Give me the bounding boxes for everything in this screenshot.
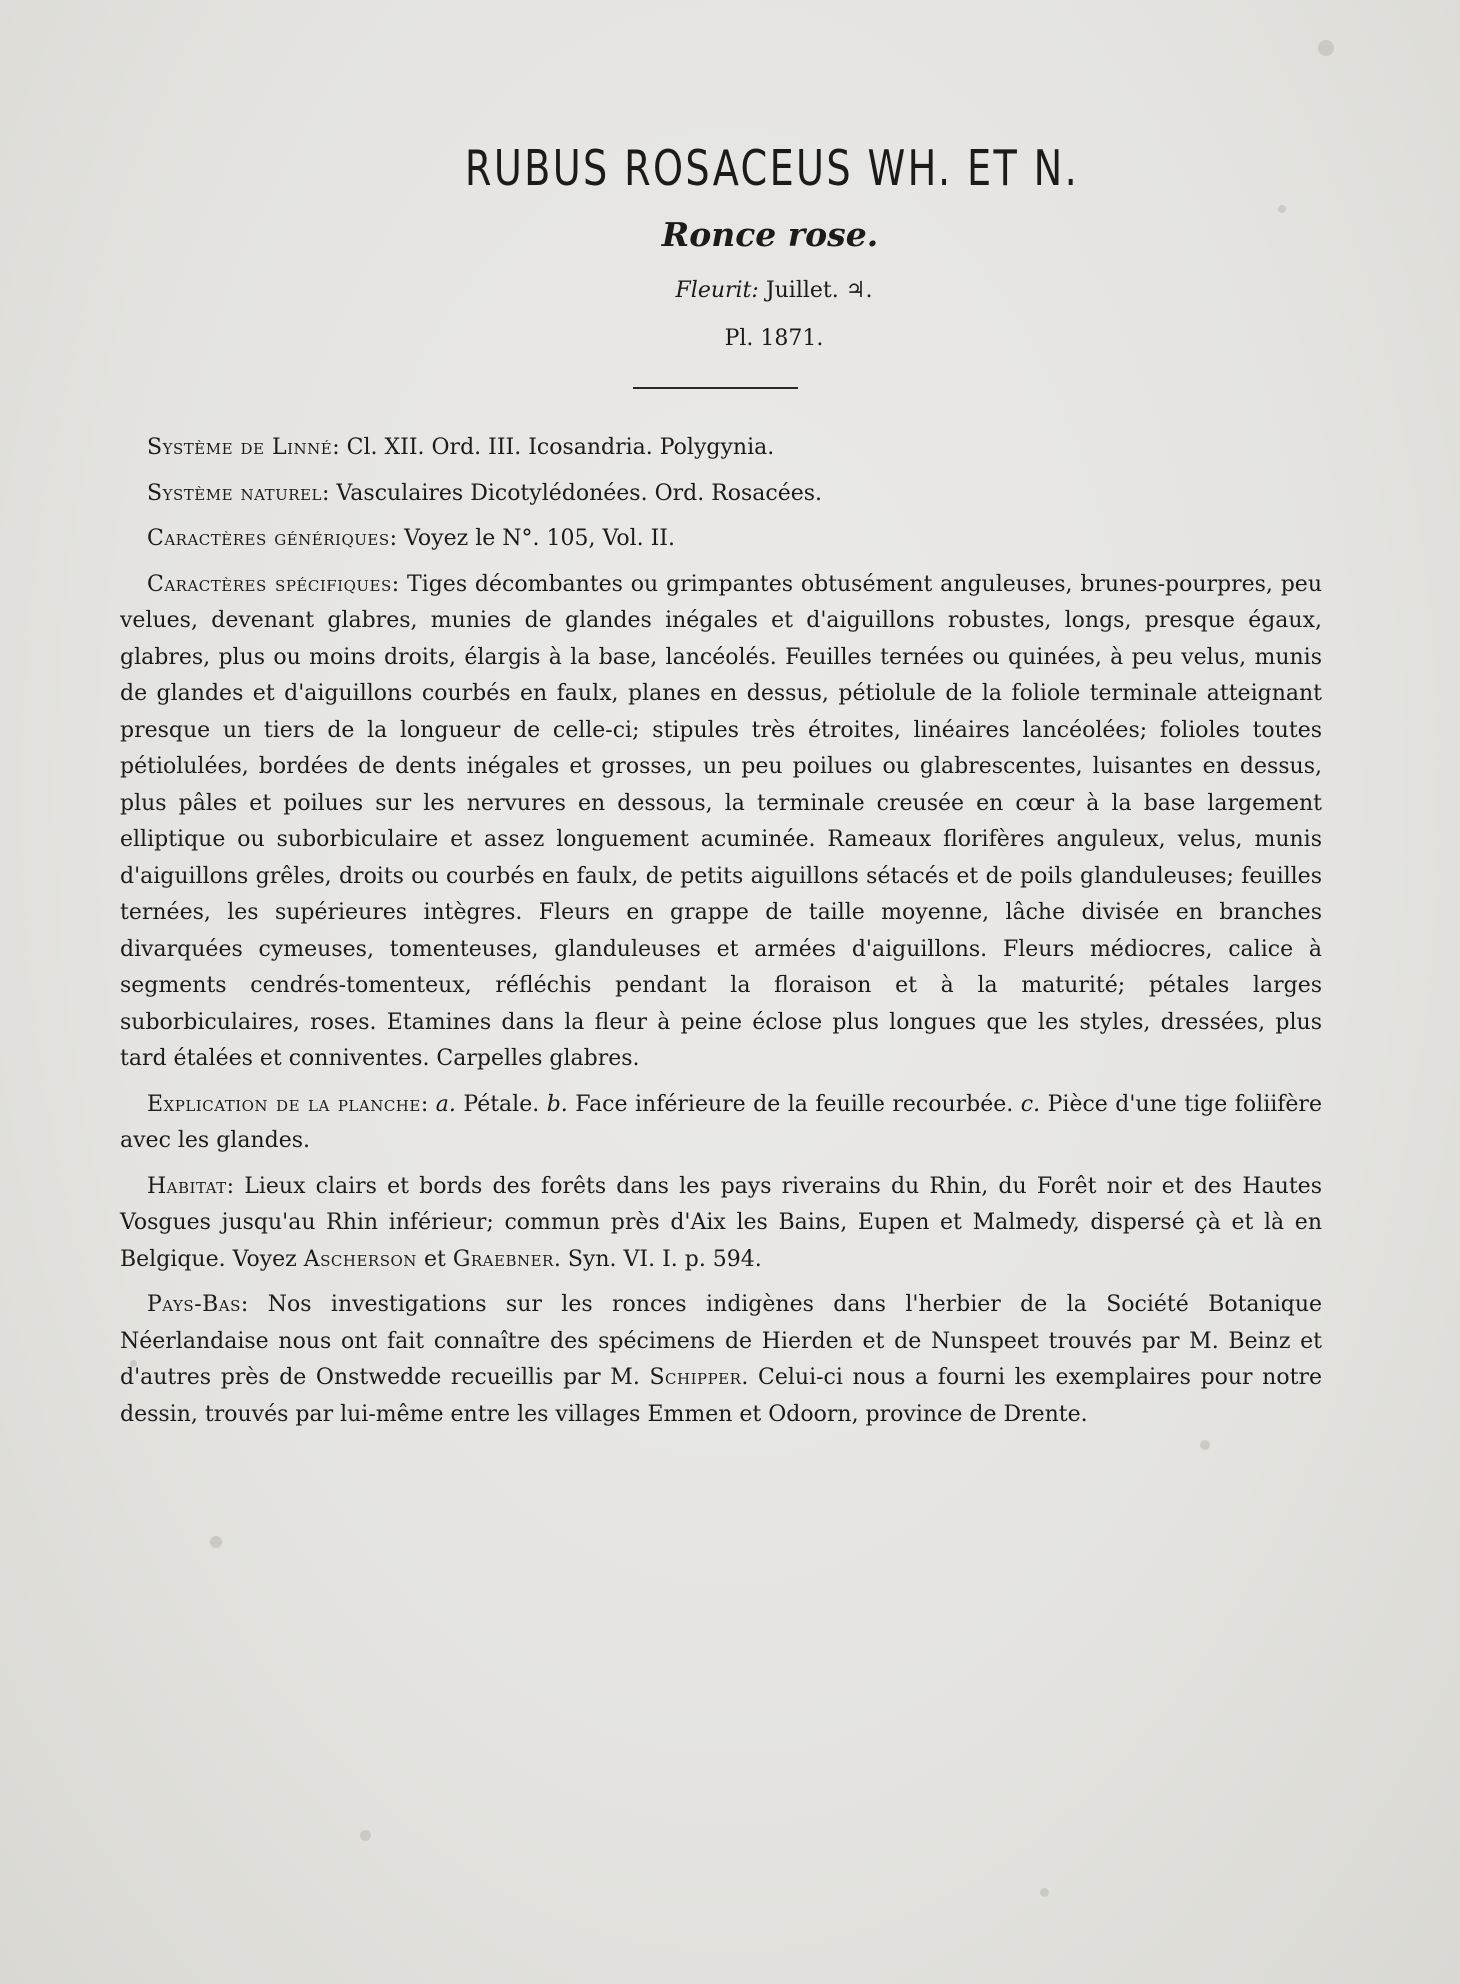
- flowering-label: Fleurit:: [675, 278, 759, 303]
- section-label: Explication de la planche: [147, 1091, 421, 1117]
- habitat-reference: . Syn. VI. I. p. 594.: [553, 1246, 762, 1272]
- figure-text-c: Pièce d'une tige foliifère avec les glandes.: [120, 1091, 1322, 1153]
- paper-speck: [1318, 40, 1334, 56]
- common-name: Ronce rose.: [661, 215, 879, 254]
- section-colon: :: [226, 1173, 235, 1199]
- collector-name: Schipper: [649, 1365, 742, 1390]
- paper-speck: [1278, 205, 1286, 213]
- section-label: Pays-Bas: [147, 1292, 241, 1317]
- paysbas-text: Nos investigations sur les ronces indigènes dans l'herbier de la Société Botanique Néerlandaise nous ont fait connaître des spécimens de Hierden et de Nunspeet trouvés par M. Beinz et d'autres près de Onstwedde recueillis par M.: [120, 1292, 1323, 1390]
- flowering-value: Juillet. ♃.: [765, 278, 873, 303]
- section-colon: :: [240, 1292, 249, 1317]
- explication-section: [120, 1087, 1322, 1160]
- figure-letter-c: c.: [1020, 1091, 1041, 1117]
- habitat-section: [120, 1169, 1322, 1279]
- author-conjunction: et: [423, 1246, 446, 1272]
- section-label: Système naturel: [147, 480, 322, 506]
- generiques-section: [120, 521, 1322, 558]
- section-colon: :: [322, 480, 330, 506]
- habitat-text: Lieux clairs et bords des forêts dans les pays riverains du Rhin, du Forêt noir et des Hautes Vosgues jusqu'au Rhin inférieur; commun près d'Aix les Bains, Eupen et Malmedy, dispersé çà et là en Belgique. Voyez: [120, 1173, 1322, 1272]
- description-body: [120, 430, 1322, 1442]
- figure-letter-b: b.: [546, 1091, 568, 1117]
- figure-text-a: Pétale.: [463, 1091, 540, 1117]
- linne-section: [120, 430, 1322, 467]
- section-colon: :: [391, 571, 400, 597]
- paper-speck: [1040, 1888, 1049, 1897]
- section-colon: :: [420, 1091, 429, 1117]
- specifiques-section: [120, 567, 1322, 1078]
- flowering-line: [44, 278, 1460, 303]
- author-graebner: Graebner: [452, 1246, 554, 1272]
- section-label: Système de Linné: [147, 435, 333, 460]
- paper-speck: [360, 1830, 371, 1841]
- section-label: Caractères spécifiques: [147, 571, 392, 597]
- section-colon: :: [389, 526, 398, 551]
- naturel-section: [120, 476, 1322, 513]
- species-title: RUBUS ROSACEUS WH. ET N.: [464, 140, 1080, 197]
- section-colon: :: [332, 435, 340, 460]
- paper-speck: [210, 1536, 222, 1548]
- divider: [633, 387, 798, 389]
- section-text: Vasculaires Dicotylédonées. Ord. Rosacées.: [336, 480, 823, 506]
- author-ascherson: Ascherson: [303, 1246, 417, 1272]
- section-label: Caractères génériques: [147, 526, 390, 551]
- section-text: Voyez le N°. 105, Vol. II.: [404, 526, 675, 551]
- plate-number: Pl. 1871.: [724, 326, 824, 351]
- section-label: Habitat: [147, 1173, 227, 1199]
- figure-letter-a: a.: [435, 1091, 456, 1117]
- section-text: Tiges décombantes ou grimpantes obtusément anguleuses, brunes-pourpres, peu velues, devenant glabres, munies de glandes inégales et d'aiguillons robustes, longs, presque égaux, glabres, plus ou moins droits, élargis à la base, lancéolés. Feuilles ternées ou quinées, à peu velus, munis de glandes et d'aiguillons courbés en faulx, planes en dessus, pétiolule de la foliole terminale atteignant presque un tiers de la longueur de celle-ci; stipules très étroites, linéaires lancéolées; folioles toutes pétiolulées, bordées de dents inégales et grosses, un peu poilues ou glabrescentes, luisantes en dessus, plus pâles et poilues sur les nervures en dessous, la terminale creusée en cœur à la base largement elliptique ou suborbiculaire et assez longuement acuminée. Rameaux florifères anguleux, velus, munis d'aiguillons grêles, droits ou courbés en faulx, de petits aiguillons sétacés et de poils glanduleuses; feuilles ternées, les supérieures intègres. Fleurs en grappe de taille moyenne, lâche divisée en branches divarquées cymeuses, tomenteuses, glanduleuses et armées d'aiguillons. Fleurs médiocres, calice à segments cendrés-tomenteux, réfléchis pendant la floraison et à la maturité; pétales larges suborbiculaires, roses. Etamines dans la fleur à peine éclose plus longues que les styles, dressées, plus tard étalées et conniventes. Carpelles glabres.: [120, 571, 1322, 1071]
- section-text: Cl. XII. Ord. III. Icosandria. Polygynia.: [346, 435, 775, 460]
- paysbas-text-end: . Celui-ci nous a fourni les exemplaires pour notre dessin, trouvés par lui-même entre les villages Emmen et Odoorn, province de Drente.: [120, 1365, 1322, 1427]
- paysbas-section: [120, 1287, 1322, 1433]
- figure-text-b: Face inférieure de la feuille recourbée.: [575, 1091, 1014, 1117]
